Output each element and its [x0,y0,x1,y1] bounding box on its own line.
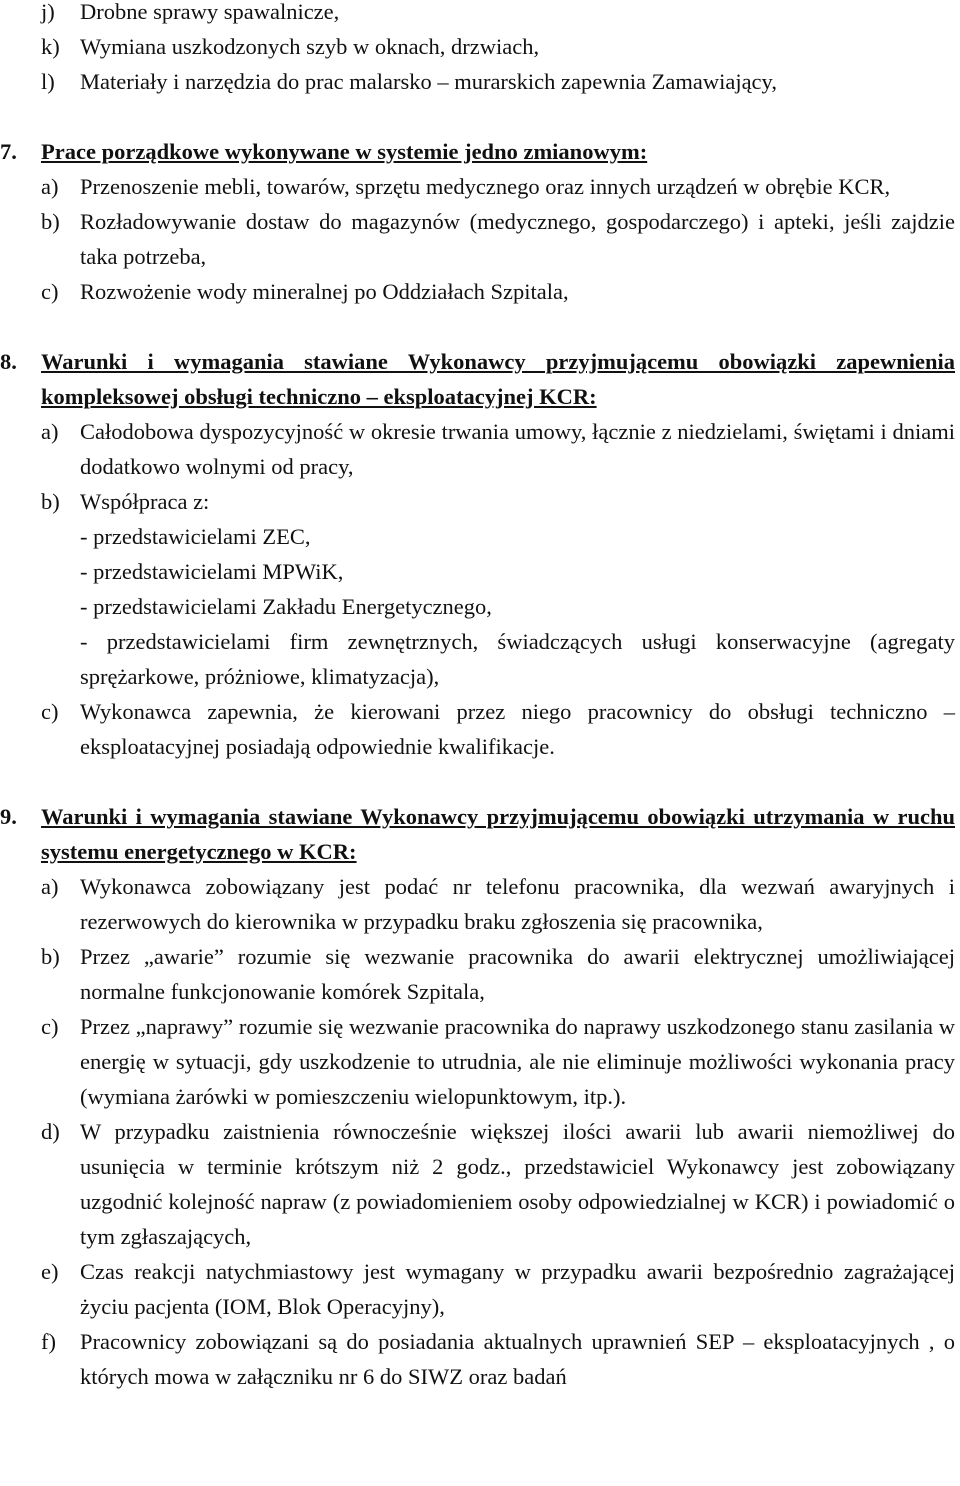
section-heading [0,799,960,869]
list-label: j) [41,0,55,24]
section-title: Warunki i wymagania stawiane Wykonawcy przyjmującemu obowiązki zapewnienia kompleksowej obsługi techniczno – eksploatacyjnej KCR: [41,349,955,409]
list-item [0,869,960,939]
list-text: Wykonawca zapewnia, że kierowani przez niego pracownicy do obsługi techniczno – eksploatacyjnej posiadają odpowiednie kwalifikacje. [80,699,955,759]
list-item [0,64,960,99]
list-label: b) [41,209,60,234]
list-label: b) [41,489,60,514]
section-number: 7. [0,139,17,164]
section-number: 9. [0,804,17,829]
continued-list [0,0,960,99]
list-item [0,694,960,764]
list-item [0,169,960,204]
section-heading [0,344,960,414]
list-label: e) [41,1259,59,1284]
section-8 [0,344,960,764]
list-label: c) [41,699,59,724]
list-item [0,204,960,274]
list-item [0,29,960,64]
sub-list-item: - przedstawicielami firm zewnętrznych, świadczących usługi konserwacyjne (agregaty sprężarkowe, próżniowe, klimatyzacja), [80,629,955,689]
list-text: Drobne sprawy spawalnicze, [80,0,340,24]
list-text: Rozwożenie wody mineralnej po Oddziałach Szpitala, [80,279,569,304]
list-item [0,0,960,29]
list-item [0,414,960,484]
section-title: Prace porządkowe wykonywane w systemie jedno zmianowym: [41,139,648,164]
list-text: Czas reakcji natychmiastowy jest wymagany w przypadku awarii bezpośrednio zagrażającej życiu pacjenta (IOM, Blok Operacyjny), [80,1259,955,1319]
list-label: d) [41,1119,60,1144]
list-label: f) [41,1329,56,1354]
list-item [0,1324,960,1394]
list-text: Materiały i narzędzia do prac malarsko – murarskich zapewnia Zamawiający, [80,69,777,94]
list-text: Wymiana uszkodzonych szyb w oknach, drzwiach, [80,34,540,59]
sub-list-item: - przedstawicielami ZEC, [80,524,311,549]
list-text: Całodobowa dyspozycyjność w okresie trwania umowy, łącznie z niedzielami, świętami i dniami dodatkowo wolnymi od pracy, [80,419,955,479]
list-label: c) [41,1014,59,1039]
spacer [0,99,960,134]
list-label: c) [41,279,59,304]
list-text: Przenoszenie mebli, towarów, sprzętu medycznego oraz innych urządzeń w obrębie KCR, [80,174,891,199]
list-label: l) [41,69,55,94]
list-text: Wykonawca zobowiązany jest podać nr telefonu pracownika, dla wezwań awaryjnych i rezerwowych do kierownika w przypadku braku zgłoszenia się pracownika, [80,874,955,934]
list-text: Rozładowywanie dostaw do magazynów (medycznego, gospodarczego) i apteki, jeśli zajdzie taka potrzeba, [80,209,955,269]
list-label: a) [41,874,59,899]
list-label: k) [41,34,60,59]
list-text: Współpraca z: [80,489,210,514]
section-number: 8. [0,349,17,374]
list-item [0,1114,960,1254]
spacer [0,309,960,344]
list-text: W przypadku zaistnienia równocześnie większej ilości awarii lub awarii niemożliwej do usunięcia w terminie krótszym niż 2 godz., przedstawiciel Wykonawcy jest zobowiązany uzgodnić kolejność napraw (z powiadomieniem osoby odpowiedzialnej w KCR) i powiadomić o tym zgłaszających, [80,1119,955,1249]
list-item [0,1009,960,1114]
list-text: Przez „awarie” rozumie się wezwanie pracownika do awarii elektrycznej umożliwiającej normalne funkcjonowanie komórek Szpitala, [80,944,955,1004]
list-item [0,274,960,309]
spacer [0,764,960,799]
list-item [0,1254,960,1324]
list-label: b) [41,944,60,969]
sub-list-item: - przedstawicielami MPWiK, [80,559,344,584]
list-label: a) [41,174,59,199]
sub-list-item: - przedstawicielami Zakładu Energetycznego, [80,594,492,619]
section-9 [0,799,960,1394]
list-text: Pracownicy zobowiązani są do posiadania aktualnych uprawnień SEP – eksploatacyjnych , o których mowa w załączniku nr 6 do SIWZ oraz badań [80,1329,955,1389]
section-title: Warunki i wymagania stawiane Wykonawcy przyjmującemu obowiązki utrzymania w ruchu systemu energetycznego w KCR: [41,804,955,864]
section-7 [0,134,960,309]
list-item [0,484,960,519]
section-heading [0,134,960,169]
list-text: Przez „naprawy” rozumie się wezwanie pracownika do naprawy uszkodzonego stanu zasilania w energię w sytuacji, gdy uszkodzenie to utrudnia, ale nie eliminuje możliwości wykonania pracy (wymiana żarówki w pomieszczeniu wielopunktowym, itp.). [80,1014,955,1109]
list-label: a) [41,419,59,444]
list-item [0,939,960,1009]
